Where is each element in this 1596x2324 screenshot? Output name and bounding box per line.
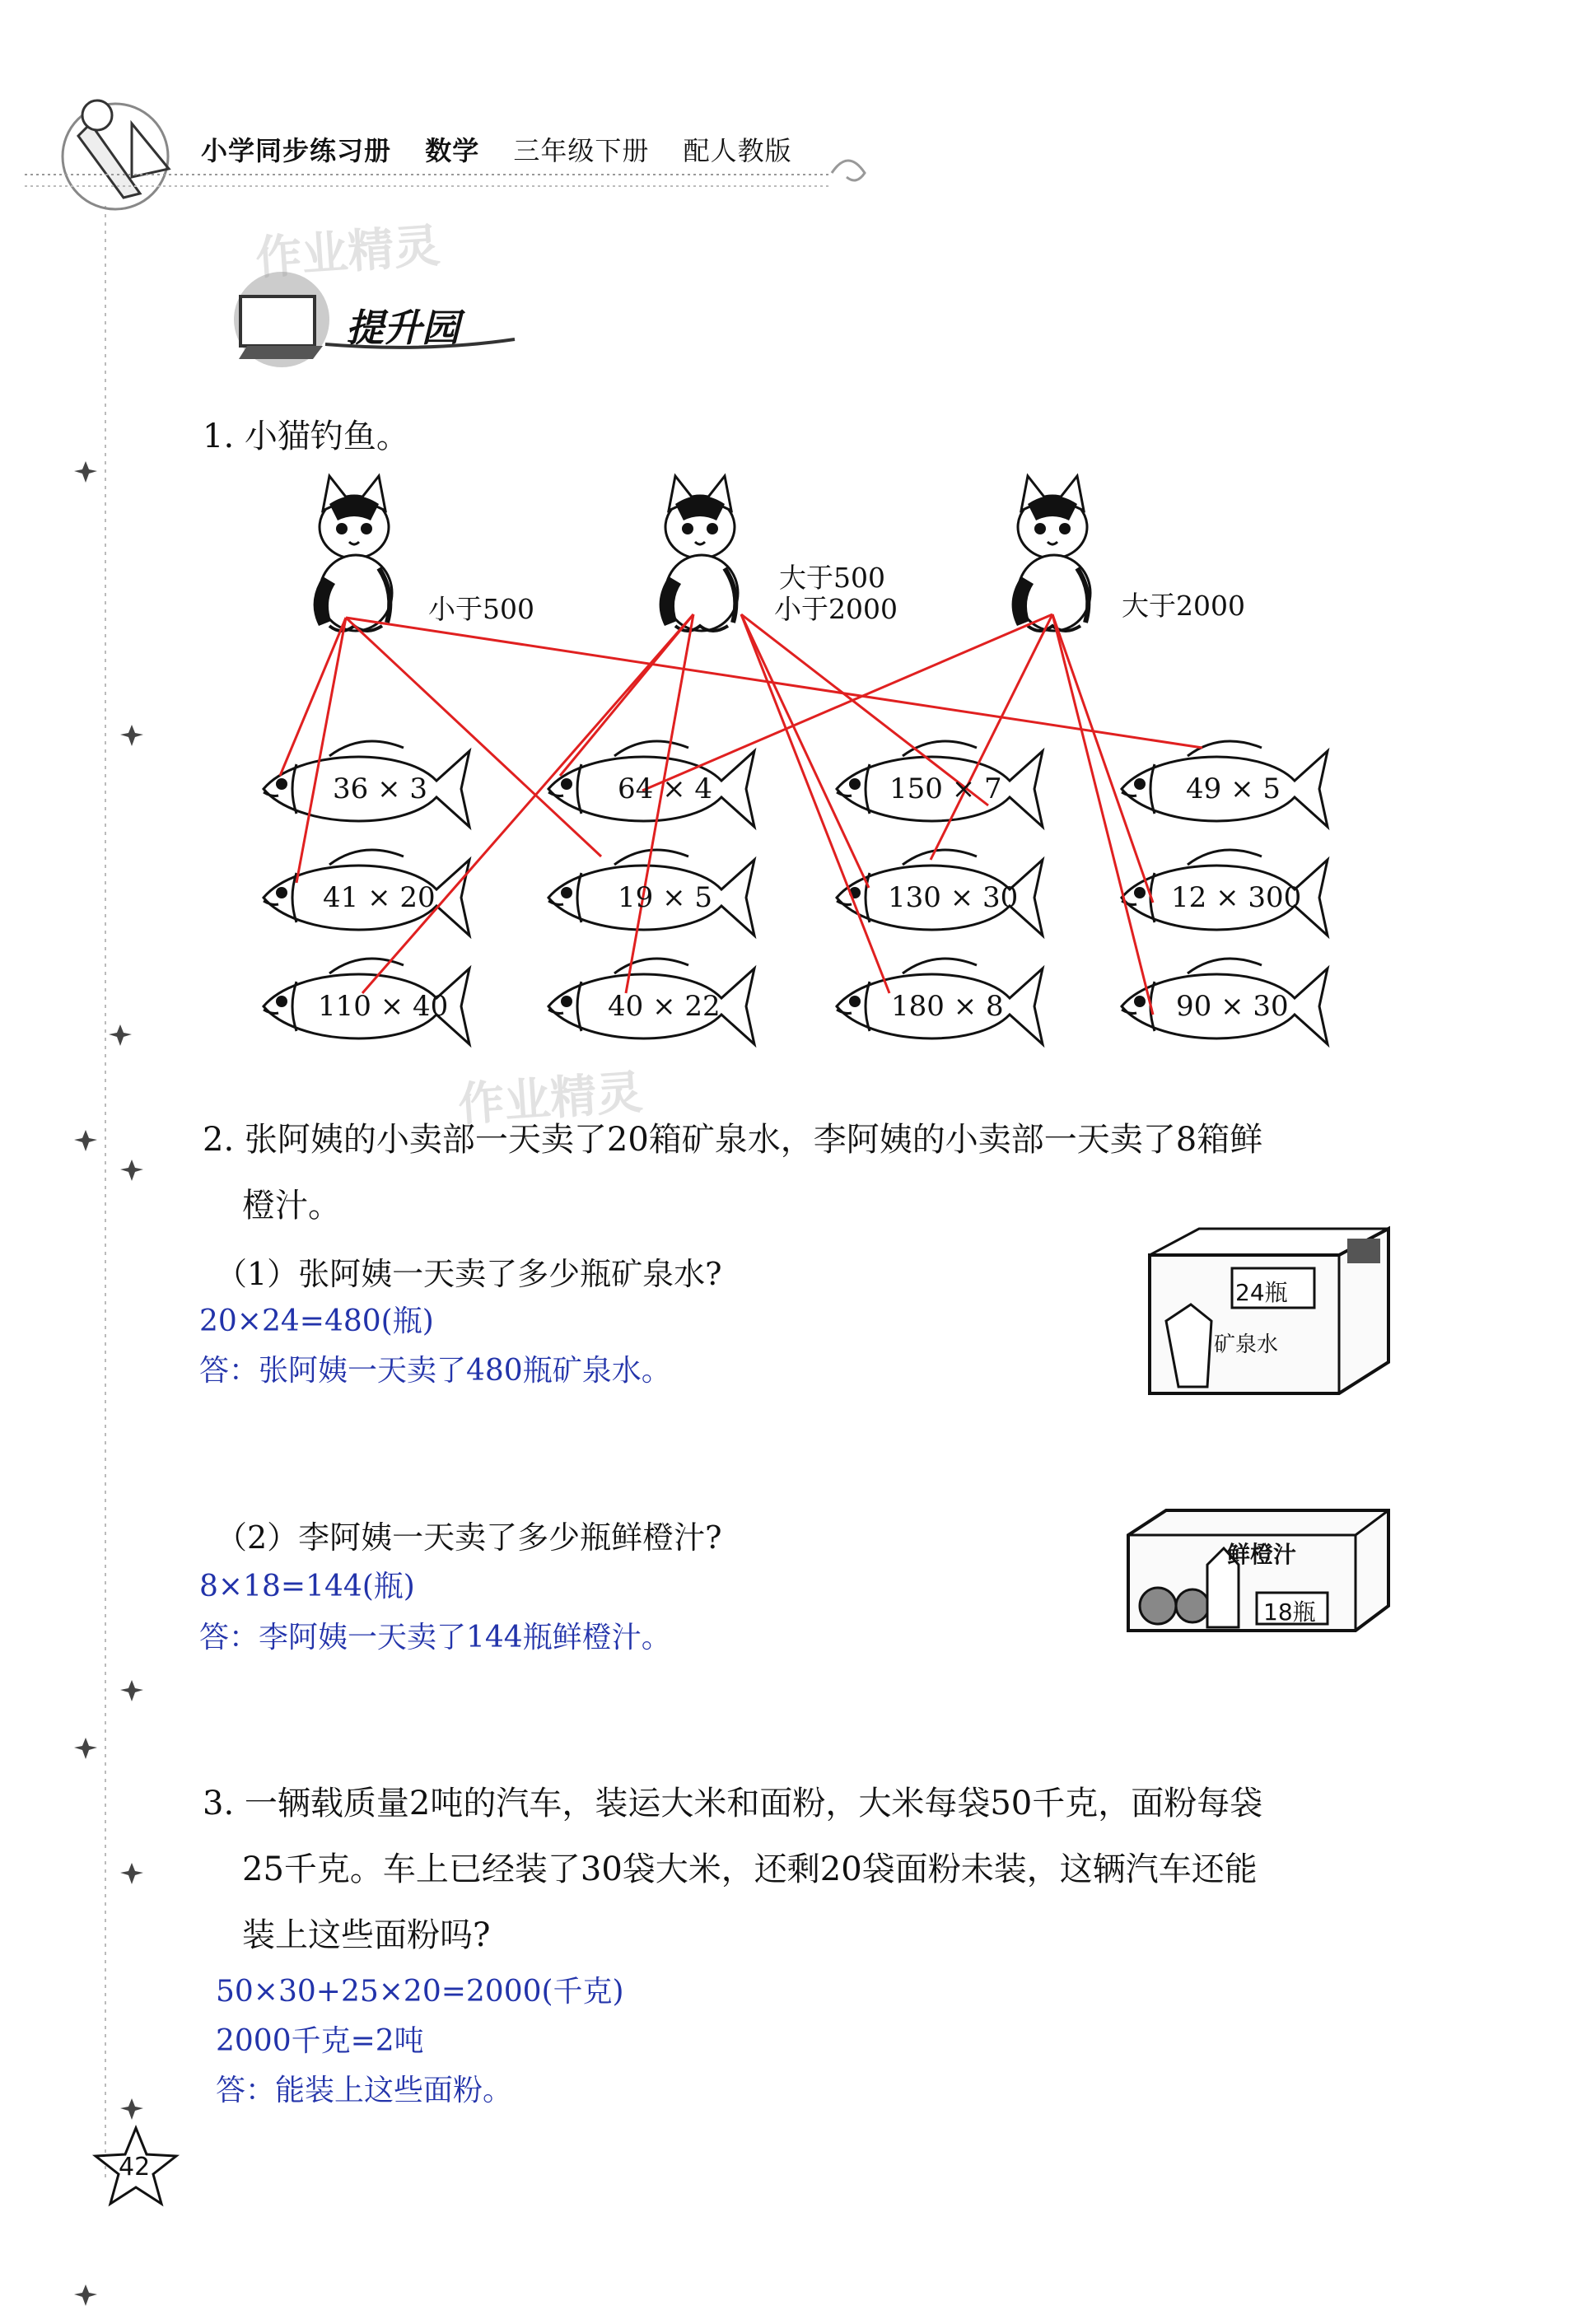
q2-part1-calc: 20×24=480(瓶)	[199, 1304, 434, 1338]
q1-title: 1. 小猫钓鱼。	[203, 418, 409, 455]
fish-label: 110 × 40	[318, 990, 449, 1023]
q3-calc1: 50×30+25×20=2000(千克)	[216, 1975, 624, 2009]
header-edition: 配人教版	[683, 135, 792, 166]
water-box-name: 矿泉水	[1214, 1332, 1279, 1357]
cat-label: 小于500	[428, 593, 534, 625]
cat-label: 小于2000	[774, 593, 898, 625]
fish-label: 12 × 300	[1171, 881, 1302, 914]
fish-label: 40 × 22	[608, 990, 721, 1023]
fish-label: 180 × 8	[891, 990, 1004, 1023]
fish-label: 36 × 3	[333, 772, 427, 805]
juice-box-illustration	[1117, 1507, 1397, 1647]
water-box-count: 24瓶	[1235, 1279, 1288, 1306]
cat-icon	[660, 476, 738, 631]
q3-text-line2: 25千克。车上已经装了30袋大米，还剩20袋面粉未装，这辆汽车还能	[242, 1850, 1258, 1888]
juice-box-count: 18瓶	[1263, 1598, 1316, 1626]
q2-part1-answer: 答：张阿姨一天卖了480瓶矿泉水。	[199, 1354, 671, 1388]
fish-label: 19 × 5	[618, 881, 712, 914]
q2-text-line2: 橙汁。	[242, 1187, 341, 1225]
fish-label: 90 × 30	[1176, 990, 1289, 1023]
q3-calc2: 2000千克=2吨	[216, 2024, 424, 2058]
header-grade: 三年级下册	[513, 135, 650, 166]
cat-icon	[1012, 476, 1090, 631]
watermark: 作业精灵	[456, 1066, 645, 1132]
cat-label: 大于500	[779, 562, 885, 594]
water-box-illustration	[1141, 1222, 1405, 1403]
q2-part2-question: （2）李阿姨一天卖了多少瓶鲜橙汁?	[216, 1519, 722, 1556]
header-subject: 数学	[425, 135, 480, 166]
cat-icon	[314, 476, 392, 631]
q3-text-line3: 装上这些面粉吗?	[242, 1916, 491, 1954]
q2-part2-calc: 8×18=144(瓶)	[199, 1570, 415, 1603]
section-title: 提升园	[346, 306, 460, 350]
fish-label: 150 × 7	[889, 772, 1002, 805]
q2-part1-question: （1）张阿姨一天卖了多少瓶矿泉水?	[216, 1256, 722, 1292]
fish-label: 41 × 20	[323, 881, 436, 914]
watermark: 作业精灵	[254, 219, 442, 286]
fish-label: 130 × 30	[888, 881, 1019, 914]
q3-answer: 答：能装上这些面粉。	[216, 2074, 513, 2107]
cat-label: 大于2000	[1122, 590, 1245, 622]
juice-box-name: 鲜橙汁	[1227, 1541, 1297, 1568]
fish-label: 64 × 4	[618, 772, 712, 805]
q2-text-line1: 2. 张阿姨的小卖部一天卖了20箱矿泉水，李阿姨的小卖部一天卖了8箱鲜	[203, 1121, 1263, 1159]
header-book: 小学同步练习册	[201, 135, 392, 166]
q2-part2-answer: 答：李阿姨一天卖了144瓶鲜橙汁。	[199, 1621, 671, 1654]
fish-label: 49 × 5	[1186, 772, 1281, 805]
q3-text-line1: 3. 一辆载质量2吨的汽车，装运大米和面粉，大米每袋50千克，面粉每袋	[203, 1785, 1263, 1822]
page-number: 42	[119, 2153, 151, 2182]
